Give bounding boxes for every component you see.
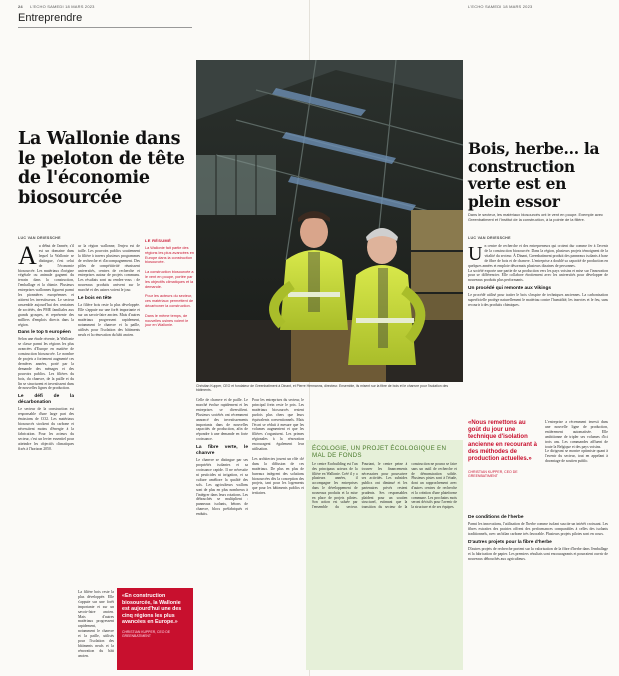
mid-col-a-b-text: Le chanvre se distingue par ses propriétés isolantes et sa croissance rapide. Il ne nécessite ni pesticides ni irrigation, et sa culture améliore la qualité des sols. Les agriculteurs wallons sont de plus en plus nombreux à l'intégrer dans leurs rotations. Les débouchés se multiplient : panneaux isolants, bétons de chanvre, blocs préfabriqués et enduits. (196, 458, 248, 517)
dropcap: A (18, 244, 37, 270)
summary-box (145, 246, 195, 333)
left-masthead: L'ECHO SAMEDI 18 MARS 2023 (30, 4, 95, 9)
right-col2-text: L'entreprise a récemment investi dans une nouvelle ligne de production, entièrement automatisée. Elle ambitionne de tripler ses volumes d'ici trois ans. Les commandes affluent de toute la Belgique et des pays voisins. (545, 420, 608, 449)
pull-quote-source: CHRISTIAN KUPPER, CEO DE GREENBATIMENT (122, 629, 171, 639)
summary-item: La Wallonie fait partie des régions les plus avancées en Europe dans la construction biosourcée. (145, 246, 194, 265)
right-standfirst: Dans le secteur, les matériaux biosourcés ont le vent en poupe. Exemple avec Greenbatiment et l'Institut de la construction, à la pointe de la filière. (468, 212, 603, 222)
left-subhead-2: Le défi de la décarbonation (18, 394, 74, 406)
right-byline: LUC VAN DRIESSCHE (468, 236, 511, 240)
right-article-column-mid (545, 420, 608, 510)
left-subhead-3: Le bois en tête (78, 296, 112, 302)
photo-illustration (196, 60, 463, 382)
right-headline: Bois, herbe... la construction verte est en plein essor (468, 139, 600, 211)
photo-caption: Christian Kupper, CEO et fondateur de Greenbatiment à Dinant, et Pierre Hermanns, directeur. Ensemble, ils misent sur la fibre de bois et le chanvre pour l'isolation des bâtiments. (196, 384, 449, 393)
right-col3-text: Parmi les innovations, l'utilisation de l'herbe comme isolant suscite un intérêt croissant. Les fibres extraites des prairies offrent des performances comparables à celles des isolants traditionnels, avec un bilan carbone très favorable. Plusieurs projets pilotes sont en cours. (468, 522, 608, 536)
left-col2b-continued: La filière bois reste la plus développée. Elle s'appuie sur une forêt importante et sur un savoir-faire ancien. Mais d'autres matériaux progressent rapidement, notamment le chanvre et la paille, utilisés pour l'isolation des bâtiments neufs et la rénovation du bâti ancien. (78, 590, 114, 658)
summary-label: LE RÉSUMÉ (145, 238, 172, 243)
right-subhead-3: D'autres projets pour la fibre d'herbe (468, 539, 552, 545)
left-article-column-2-end (78, 590, 114, 670)
left-col2-text: ur la région wallonne, l'enjeu est de taille. Les pouvoirs publics soutiennent la filière à travers plusieurs programmes de recherche et d'accompagnement. Des pôles de compétitivité réunissent universités, centres de recherche et entreprises autour de projets communs. Les résultats sont au rendez-vous : de nouveaux produits arrivent sur le marché et des usines voient le jour. (78, 244, 140, 293)
left-col1b-text: Selon une étude récente, la Wallonie se classe parmi les régions les plus avancées d'Europe en matière de construction biosourcée. Le nombre de projets a fortement augmenté ces dernières années, porté par la demande des ménages et des pouvoirs publics. Les filières du bois, du chanvre, de la paille et du lin se structurent et investissent dans de nouvelles lignes de production. (18, 337, 74, 391)
left-col1c-text: Le secteur de la construction est responsable d'une large part des émissions de CO2. Les matériaux biosourcés stockent du carbone et nécessitent moins d'énergie à la fabrication. Pour les acteurs du secteur, c'est un levier essentiel pour atteindre les objectifs climatiques fixés à l'horizon 2050. (18, 407, 74, 451)
mid-col-a-text: Celle de chanvre et de paille. Le marché évolue rapidement et les entreprises se diversifient. Plusieurs sociétés ont récemment annoncé des investissements importants dans de nouvelles capacités de production, afin de répondre à une demande en forte croissance. (196, 398, 248, 442)
right-col1-text: n centre de recherche et des entrepreneurs qui croient dur comme fer à l'avenir de la construction biosourcée. Dans la région, plusieurs projets témoignent de la vitalité du secteur. À Dinant, Greenbatiment produit des panneaux isolants à base de fibre de bois et de chanvre. L'entreprise a doublé sa capacité de production en quelques années et emploie désormais plusieurs dizaines de personnes. (468, 244, 608, 268)
mid-col-b2-text: Les architectes jouent un rôle clé dans la diffusion de ces matériaux. De plus en plus de bureaux intègrent des solutions biosourcées dès la conception des projets, tant pour les logements que pour les bâtiments publics et tertiaires. (252, 456, 304, 496)
right-masthead: L'ECHO SAMEDI 18 MARS 2023 (468, 4, 533, 9)
left-headline: La Wallonie dans le peloton de tête de l'économie biosourcée (18, 129, 185, 208)
summary-item: Pour les acteurs du secteur, ces matériaux permettent de décarboner la construction. (145, 294, 194, 308)
mid-column-2 (252, 398, 304, 670)
right-col3b-text: D'autres projets de recherche portent sur la valorisation de la fibre d'herbe dans l'emballage et la fabrication de papier. Les premiers résultats sont encourageants et pourraient ouvrir de nouveaux débouchés aux agriculteurs. (468, 546, 608, 561)
pull-quote-box (117, 588, 193, 670)
left-article-column-2 (78, 244, 140, 584)
right-pull-quote: «Nous remettons au goût du jour une technique d'isolation ancienne en recourant à des méthodes de production actuelles.» (468, 420, 538, 463)
left-subhead-1: Dans le top 5 européen (18, 330, 71, 336)
right-col2b-text: Le dirigeant se montre optimiste quant à l'avenir du secteur, tout en appelant à davantage de soutien public. (545, 449, 608, 464)
sidebar-body: Le centre Ecobuilding est l'un des principaux acteurs de la filière en Wallonie. Créé il y a plusieurs années, il accompagne les entreprises dans le développement de nouveaux produits et la mise en place de projets pilotes. Son action est saluée par l'ensemble du secteur. Pourtant, le centre peine à trouver les financements nécessaires pour poursuivre ses activités. Les subsides publics ont diminué et les partenaires privés restent prudents. Ses responsables plaident pour un soutien structurel, estimant que la transition du secteur de la construction ne pourra se faire sans un outil de recherche et de démonstration solide. Plusieurs pistes sont à l'étude, dont un rapprochement avec d'autres centres de recherche et la création d'une plateforme commune. Les prochains mois seront décisifs pour l'avenir de la structure et de ses équipes. (312, 462, 457, 510)
section-title: Entreprendre (18, 12, 83, 24)
section-rule (18, 27, 192, 28)
mid-col-b-text: Pour les entreprises du secteur, le principal frein reste le prix. Les matériaux biosourcés restent parfois plus chers que leurs équivalents conventionnels. Mais l'écart se réduit à mesure que les volumes augmentent et que les filières s'organisent. Les primes régionales à la rénovation encouragent également leur utilisation. (252, 398, 304, 452)
right-dropcap: U (468, 244, 483, 265)
left-folio (18, 4, 95, 9)
right-col1c-text: Le procédé utilisé pour traiter le bois s'inspire de techniques anciennes. La carbonisation superficielle protège naturellement le matériau contre l'humidité, les insectes et le feu, sans recourir à des produits chimiques. (468, 293, 608, 308)
ecology-sidebar (306, 440, 463, 670)
mid-subhead: La fibre verte, le chanvre (196, 445, 248, 457)
right-pull-quote-source: CHRISTIAN KUPPER, CEO DE GREENBATIMENT (468, 470, 518, 479)
left-col2b-text: La filière bois reste la plus développée. Elle s'appuie sur une forêt importante et sur un savoir-faire ancien. Mais d'autres matériaux progressent rapidement, notamment le chanvre et la paille, utilisés pour l'isolation des bâtiments neufs et la rénovation du bâti ancien. (78, 303, 140, 337)
left-article-column-1 (18, 244, 74, 669)
sidebar-title: ÉCOLOGIE, UN PROJET ÉCOLOGIQUE EN MAL DE FONDS (312, 445, 447, 460)
article-photo (196, 60, 463, 382)
right-article-column-bottom (468, 512, 608, 670)
right-col1b-text: La société exporte une partie de sa production vers les pays voisins et mise sur l'innovation pour se différencier. Elle collabore étroitement avec les universités pour développer de nouveaux produits plus performants. (468, 268, 608, 283)
left-byline: LUC VAN DRIESSCHE (18, 236, 61, 240)
right-folio (468, 4, 532, 9)
page-number: 24 (18, 4, 23, 9)
summary-item: La construction biosourcée a le vent en poupe, portée par les objectifs climatiques et la demande. (145, 270, 194, 289)
right-subhead-1: Un procédé qui remonte aux Vikings (468, 286, 552, 292)
summary-item: Dans le même temps, de nouvelles usines voient le jour en Wallonie. (145, 313, 189, 328)
pull-quote: «En construction biosourcée, la Wallonie est aujourd'hui une des cinq régions les plus avancées en Europe.» (122, 593, 182, 626)
mid-column-1 (196, 398, 248, 670)
right-article-column-top (468, 244, 608, 416)
left-col1-text: u début de l'année, s'il est un domaine dans lequel la Wallonie se distingue, c'est celui de l'économie biosourcée. Les matériaux d'origine végétale ou animale gagnent du terrain dans la construction, l'emballage et la chimie. Plusieurs entreprises wallonnes figurent parmi les pionnières européennes et attirent les investisseurs. Le secteur rassemble aujourd'hui des centaines de sociétés, des PME familiales aux grands groupes, et représente des milliers d'emplois directs dans la région. (18, 244, 74, 327)
right-subhead-2: De conditions de l'herbe (468, 515, 524, 520)
